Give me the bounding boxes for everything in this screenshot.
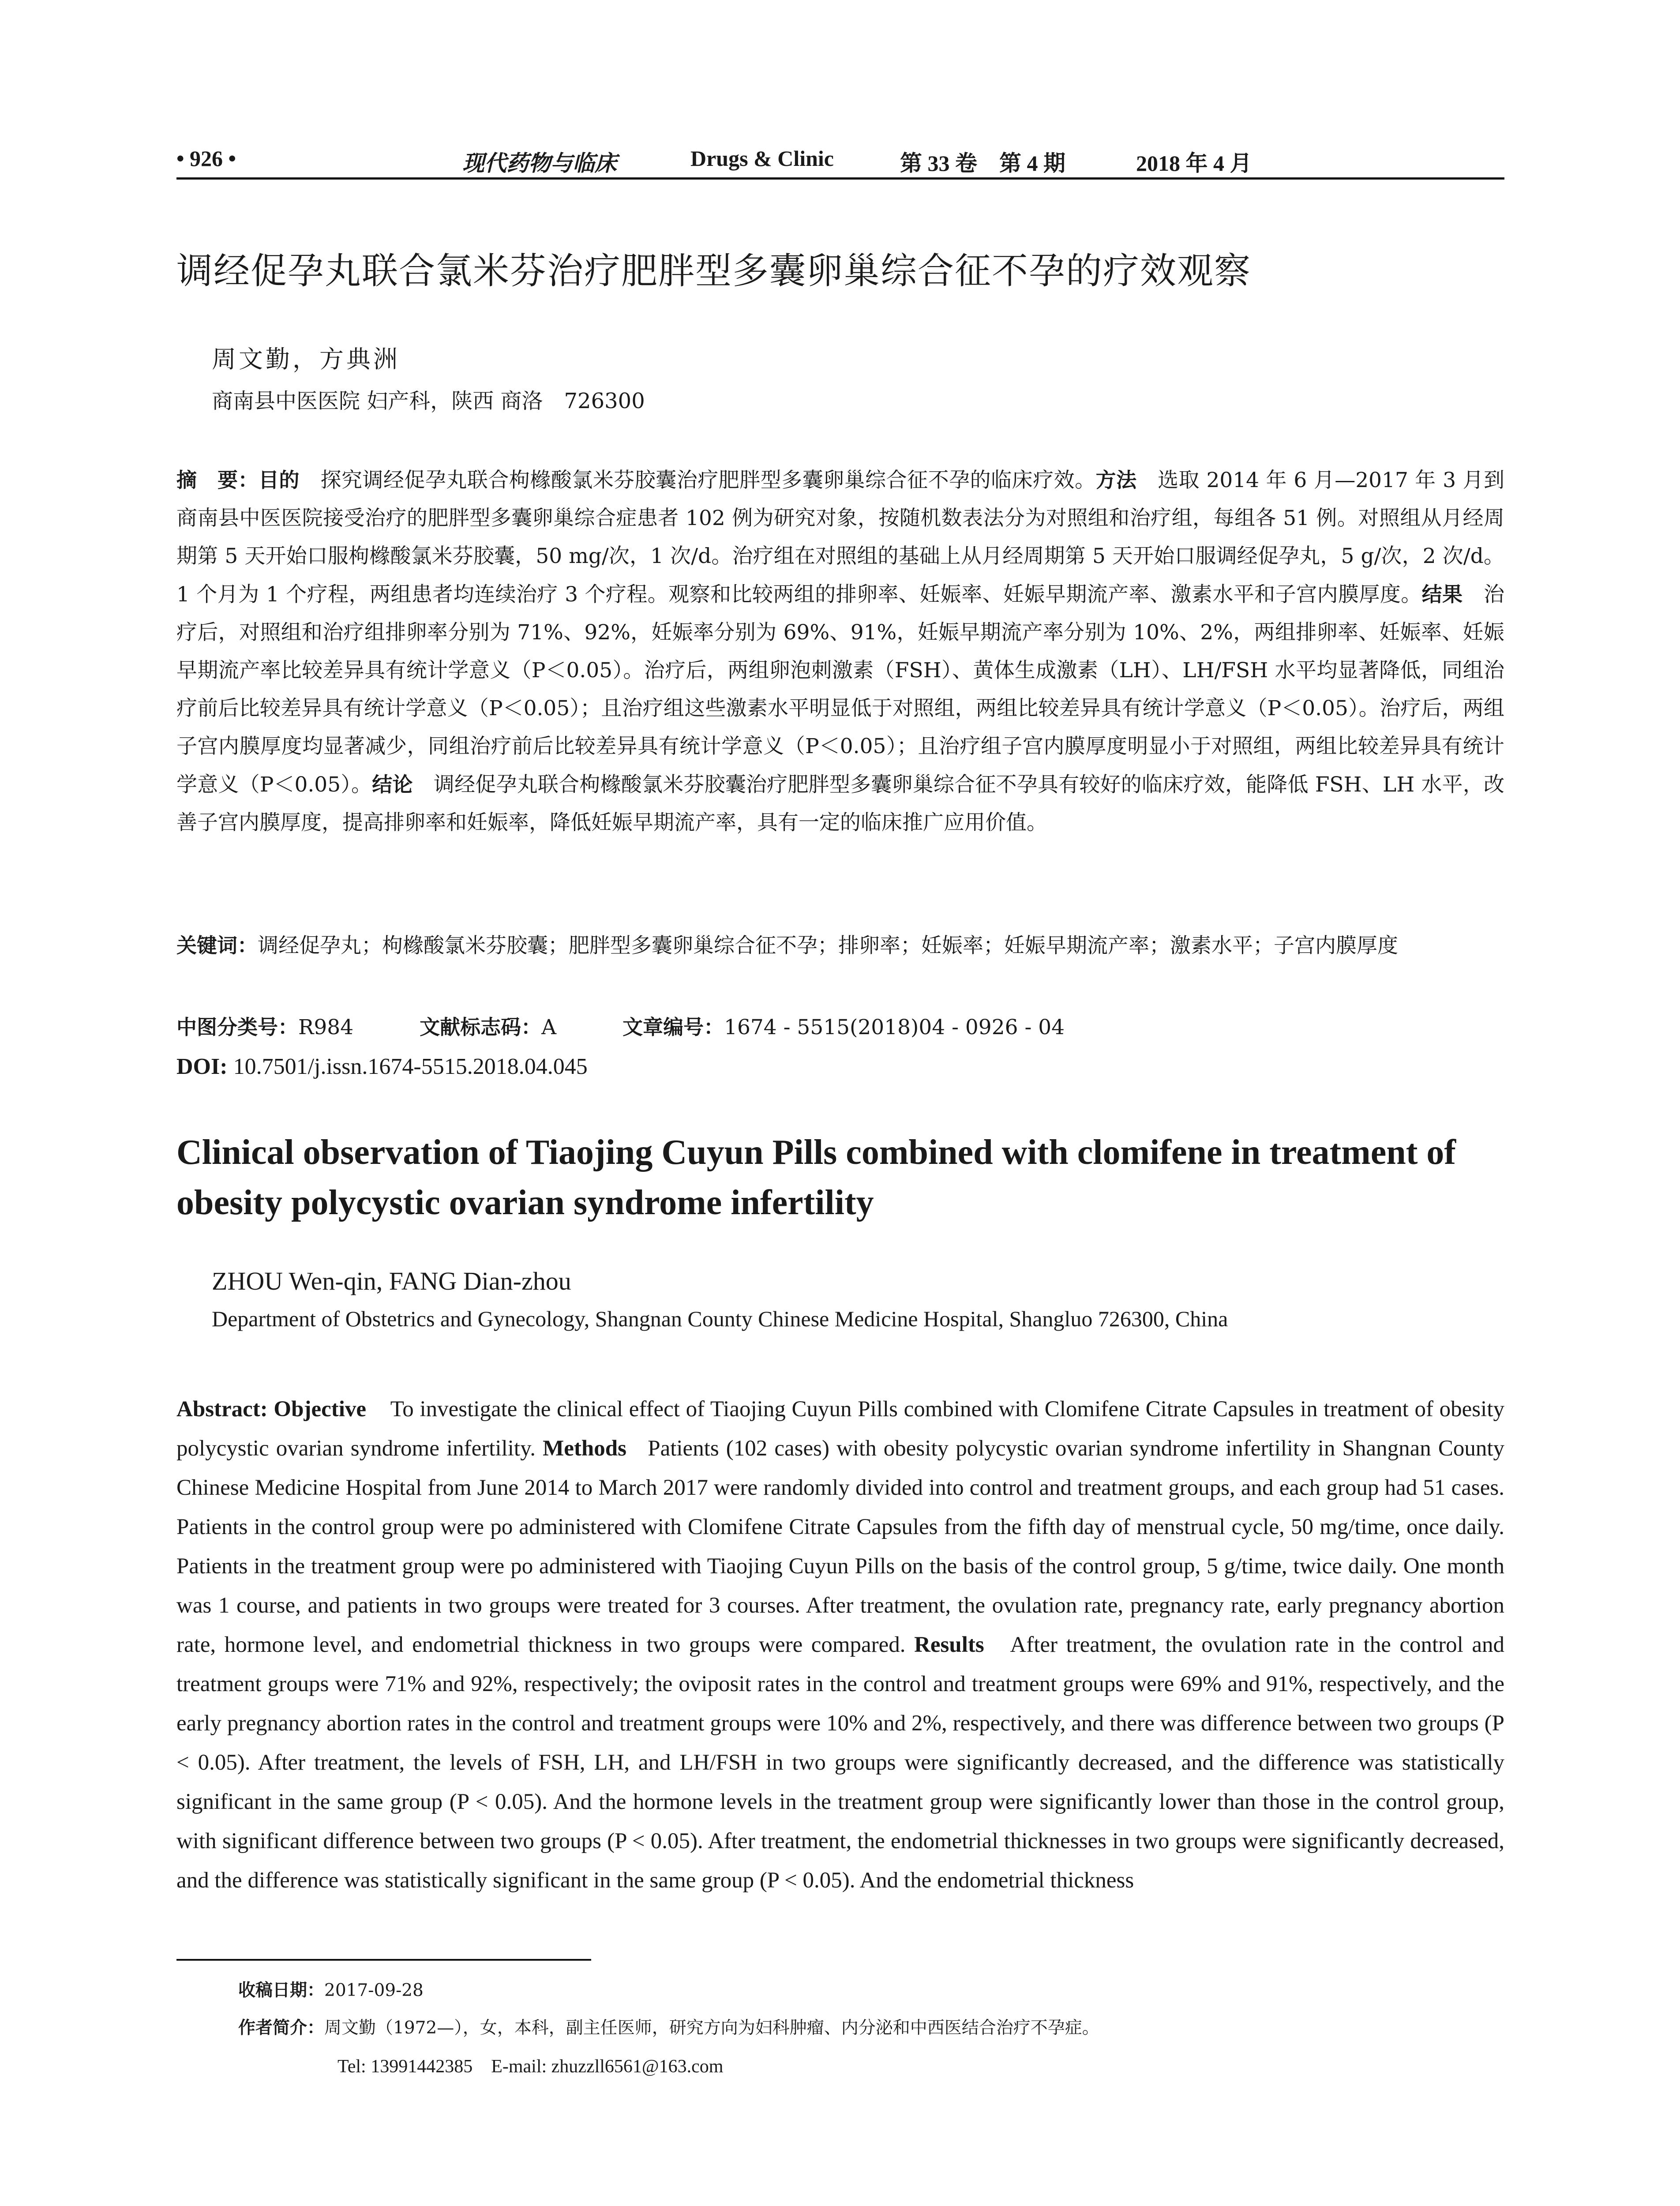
- article-title-en: Clinical observation of Tiaojing Cuyun Pills combined with clomifene in treatment of obesity polycystic ovarian syndrome infertility: [176, 1133, 1456, 1222]
- authors-cn: 周文勤，方典洲: [212, 345, 401, 373]
- results-text-en: After treatment, the ovulation rate in the control and treatment groups were 71% and 92%, respectively; the oviposit rates in the control and treatment groups were 69% and 91%, respectively, and the early pregnancy abortion rates in the control and treatment groups were 10% and 2%, respectively, and there was difference between two groups (P < 0.05). After treatment, the levels of FSH, LH, and LH/FSH in two groups were significantly decreased, and the difference was statistically significant in the same group (P < 0.05). And the hormone levels in the treatment group were significantly lower than those in the control group, with significant difference between two groups (P < 0.05). After treatment, the endometrial thicknesses in two groups were significantly decreased, and the difference was statistically significant in the same group (P < 0.05). And the endometrial thickness: [176, 1632, 1504, 1893]
- abstract-label-cn: 摘 要：: [176, 468, 259, 492]
- article-title-cn: 调经促孕丸联合氯米芬治疗肥胖型多囊卵巢综合征不孕的疗效观察: [176, 250, 1252, 292]
- doi-line: [176, 1048, 1504, 1086]
- doc-code-label: 文献标志码：: [420, 1015, 542, 1039]
- journal-name-cn: 现代药物与临床: [462, 150, 617, 176]
- footnote-received: [238, 1977, 424, 2001]
- received-value: 2017-09-28: [324, 1981, 424, 2000]
- authors-en: ZHOU Wen-qin, FANG Dian-zhou: [212, 1267, 571, 1295]
- methods-text-en: Patients (102 cases) with obesity polycystic ovarian syndrome infertility in Shangnan County Chinese Medicine Hospital from June 2014 to March 2017 were randomly divided into control and treatment groups, and each group had 51 cases. Patients in the control group were po administered with Clomifene Citrate Capsules from the fifth day of menstrual cycle, 50 mg/time, once daily. Patients in the treatment group were po administered with Tiaojing Cuyun Pills on the basis of the control group, 5 g/time, twice daily. One month was 1 course, and patients in two groups were treated for 3 courses. After treatment, the ovulation rate, pregnancy rate, early pregnancy abortion rate, hormone level, and endometrial thickness in two groups were compared.: [176, 1436, 1505, 1657]
- objective-text-cn: 探究调经促孕丸联合枸橼酸氯米芬胶囊治疗肥胖型多囊卵巢综合征不孕的临床疗效。: [320, 468, 1096, 492]
- running-header: [176, 140, 1504, 180]
- keywords-text: 调经促孕丸；枸橼酸氯米芬胶囊；肥胖型多囊卵巢综合征不孕；排卵率；妊娠率；妊娠早期流产率；激素水平；子宫内膜厚度: [258, 934, 1398, 958]
- footnote-contact: Tel: 13991442385 E-mail: zhuzzll6561@163.com: [338, 2056, 724, 2077]
- abstract-en: [176, 1390, 1504, 1900]
- article-no-value: 1674 - 5515(2018)04 - 0926 - 04: [724, 1015, 1065, 1039]
- footnote-author: [238, 2014, 1099, 2039]
- objective-text-en: To investigate the clinical effect of Tiaojing Cuyun Pills combined with Clomifene Citrate Capsules in treatment of obesity polycystic ovarian syndrome infertility.: [176, 1397, 1504, 1461]
- received-label: 收稿日期：: [238, 1981, 325, 2000]
- results-text-cn: 治疗后，对照组和治疗组排卵率分别为 71%、92%，妊娠率分别为 69%、91%，妊娠早期流产率分别为 10%、2%，两组排卵率、妊娠率、妊娠早期流产率比较差异具有统计学意义（P＜0.05）。治疗后，两组卵泡刺激素（FSH）、黄体生成激素（LH）、LH/FSH 水平均显著降低，同组治疗前后比较差异具有统计学意义（P＜0.05）；且治疗组这些激素水平明显低于对照组，两组比较差异具有统计学意义（P＜0.05）。治疗后，两组子宫内膜厚度均显著减少，同组治疗前后比较差异具有统计学意义（P＜0.05）；且治疗组子宫内膜厚度明显小于对照组，两组比较差异具有统计学意义（P＜0.05）。: [176, 582, 1505, 797]
- clc-label: 中图分类号：: [176, 1015, 298, 1039]
- doi-link[interactable]: 10.7501/j.issn.1674-5515.2018.04.045: [233, 1054, 588, 1079]
- issue-date: 2018 年 4 月: [1136, 151, 1252, 176]
- classification-line: [176, 1008, 1504, 1047]
- methods-label-en: Methods: [543, 1436, 626, 1461]
- keywords-label: 关键词：: [176, 934, 258, 957]
- author-info-label: 作者简介：: [238, 2018, 325, 2038]
- affiliation-cn: 商南县中医医院 妇产科，陕西 商洛 726300: [212, 389, 645, 413]
- affiliation-en: Department of Obstetrics and Gynecology, Shangnan County Chinese Medicine Hospital, Shangluo 726300, China: [212, 1306, 1228, 1331]
- conclusion-text-cn: 调经促孕丸联合枸橼酸氯米芬胶囊治疗肥胖型多囊卵巢综合征不孕具有较好的临床疗效，能降低 FSH、LH 水平，改善子宫内膜厚度，提高排卵率和妊娠率，降低妊娠早期流产率，具有一定的临床推广应用价值。: [176, 773, 1505, 835]
- author-info-value: 周文勤（1972—），女，本科，副主任医师，研究方向为妇科肿瘤、内分泌和中西医结合治疗不孕症。: [324, 2018, 1099, 2038]
- doi-label: DOI:: [176, 1054, 228, 1079]
- results-label-en: Results: [914, 1632, 984, 1657]
- article-no-label: 文章编号：: [622, 1015, 724, 1039]
- objective-label-en: Abstract: Objective: [176, 1397, 367, 1422]
- abstract-cn: [176, 461, 1504, 842]
- keywords-cn: [176, 927, 1504, 965]
- methods-label-cn: 方法: [1095, 468, 1137, 492]
- journal-name-en: Drugs & Clinic: [690, 146, 834, 171]
- objective-label-cn: 目的: [258, 468, 300, 492]
- footnote-divider: [176, 1959, 591, 1961]
- doc-code-value: A: [541, 1015, 557, 1039]
- conclusion-label-cn: 结论: [372, 773, 413, 796]
- clc-value: R984: [298, 1015, 354, 1039]
- methods-text-cn: 选取 2014 年 6 月—2017 年 3 月到商南县中医医院接受治疗的肥胖型多囊卵巢综合症患者 102 例为研究对象，按随机数表法分为对照组和治疗组，每组各 51 例。对照组从月经周期第 5 天开始口服枸橼酸氯米芬胶囊，50 mg/次，1 次/d。治疗组在对照组的基础上从月经周期第 5 天开始口服调经促孕丸，5 g/次，2 次/d。1 个月为 1 个疗程，两组患者均连续治疗 3 个疗程。观察和比较两组的排卵率、妊娠率、妊娠早期流产率、激素水平和子宫内膜厚度。: [176, 468, 1505, 607]
- volume-issue: 第 33 卷 第 4 期: [900, 151, 1065, 176]
- page-number: • 926 •: [176, 146, 236, 171]
- results-label-cn: 结果: [1421, 582, 1463, 606]
